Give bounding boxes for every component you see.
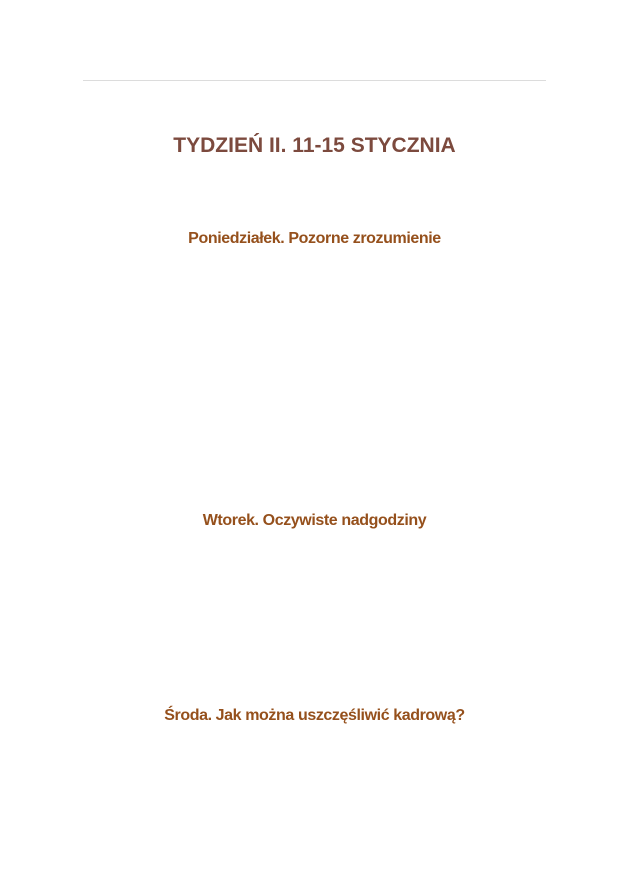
week-title: TYDZIEŃ II. 11-15 STYCZNIA — [173, 134, 456, 157]
section-heading-monday: Poniedziałek. Pozorne zrozumienie — [188, 230, 441, 247]
section-heading-wednesday: Środa. Jak można uszczęśliwić kadrową? — [164, 707, 465, 724]
top-divider — [83, 80, 546, 81]
section-heading-tuesday: Wtorek. Oczywiste nadgodziny — [202, 512, 427, 529]
